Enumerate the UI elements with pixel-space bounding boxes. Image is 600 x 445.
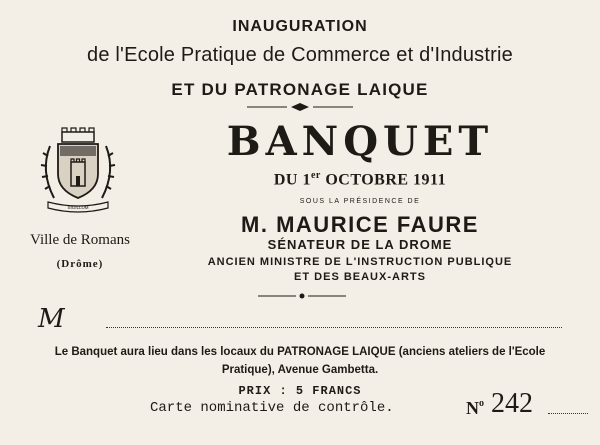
middle-ornament-divider xyxy=(258,292,346,300)
ticket-number-label xyxy=(466,398,484,419)
event-title: BANQUET xyxy=(226,118,494,165)
town-department: (Drôme) xyxy=(56,258,104,270)
ticket-number: 242 xyxy=(491,388,533,419)
president-former-role-2: ET DES BEAUX-ARTS xyxy=(294,271,426,283)
header-inauguration: INAUGURATION xyxy=(232,18,368,35)
date-prefix: DU 1 xyxy=(273,171,311,189)
header-patronage: ET DU PATRONAGE LAIQUE xyxy=(171,80,429,99)
guest-salutation: M xyxy=(38,304,65,334)
location-text-line1: Le Banquet aura lieu dans les locaux du PATRONAGE LAIQUE (anciens ateliers de l'Ecole xyxy=(54,346,546,358)
number-label-superscript: o xyxy=(479,398,484,409)
card-label: Carte nominative de contrôle. xyxy=(150,400,394,416)
ticket-number-dots xyxy=(548,413,588,414)
header-school-name: de l'Ecole Pratique de Commerce et d'Industrie xyxy=(87,44,513,66)
crest-motto: SIGILLUM xyxy=(67,205,89,210)
date-superscript: er xyxy=(310,170,321,181)
location-text-line2: Pratique), Avenue Gambetta. xyxy=(221,364,379,376)
president-former-role-1: ANCIEN MINISTRE DE L'INSTRUCTION PUBLIQUE xyxy=(207,256,513,268)
event-date xyxy=(100,170,600,189)
presidence-label: SOUS LA PRÉSIDENCE DE xyxy=(299,198,421,205)
top-ornament-divider xyxy=(247,102,353,112)
town-name: Ville de Romans xyxy=(30,232,130,248)
guest-name-line[interactable] xyxy=(106,327,562,328)
number-label-letter: N xyxy=(466,398,479,418)
ticket-price: PRIX : 5 FRANCS xyxy=(238,384,362,398)
date-rest: OCTOBRE 1911 xyxy=(325,171,447,189)
president-title: SÉNATEUR DE LA DROME xyxy=(267,237,453,252)
president-name: M. MAURICE FAURE xyxy=(241,212,479,237)
